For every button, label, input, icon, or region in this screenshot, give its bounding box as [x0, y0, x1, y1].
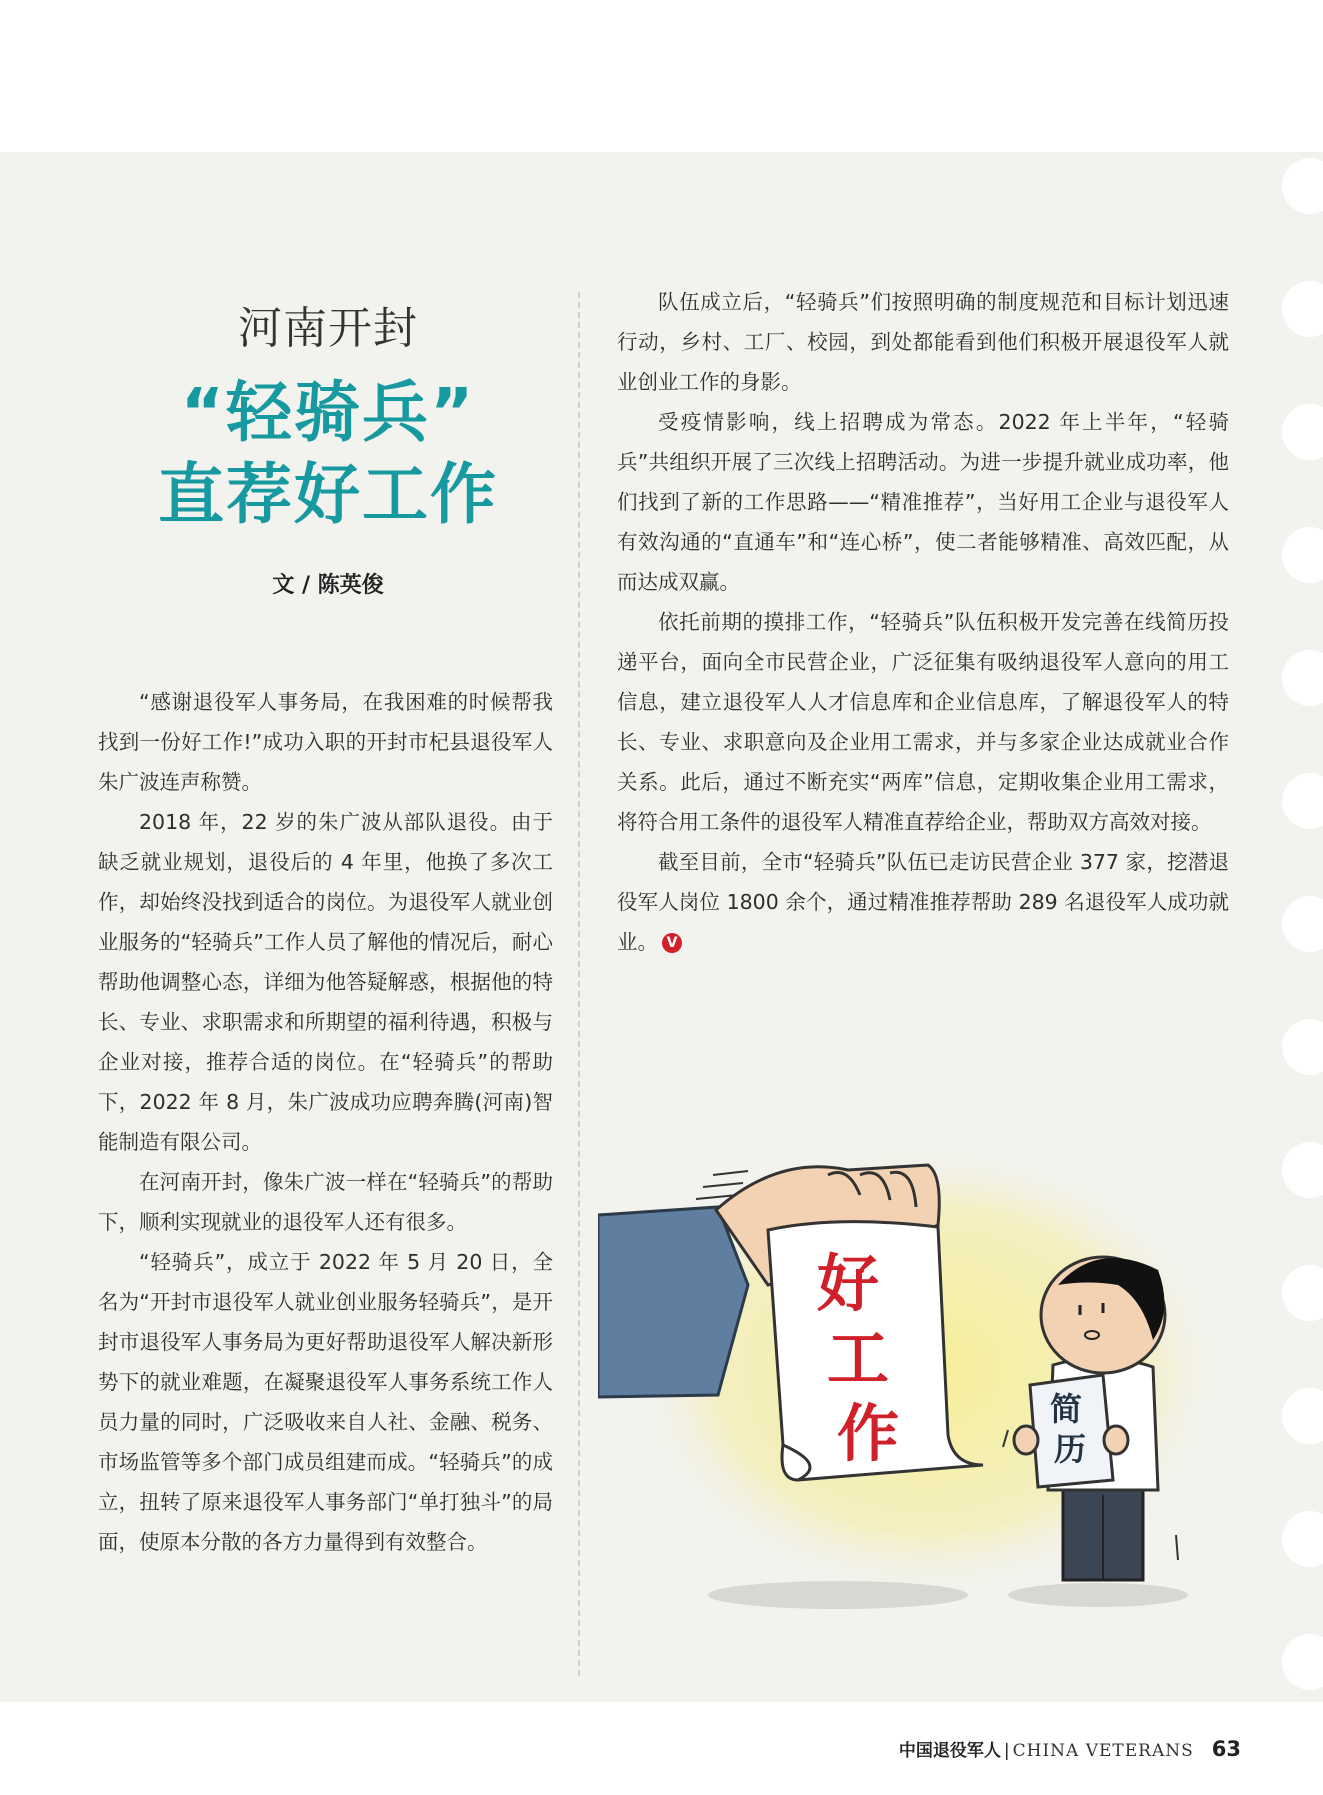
article-title	[98, 372, 558, 536]
shadow	[708, 1581, 968, 1609]
sleeve	[598, 1207, 748, 1397]
page-footer	[899, 1736, 1241, 1761]
resume-char: 简	[1049, 1390, 1083, 1428]
title-line-2: 直荐好工作	[158, 456, 498, 533]
paragraph: “感谢退役军人事务局，在我困难的时候帮我找到一份好工作!”成功入职的开封市杞县退役军人朱广波连声称赞。	[98, 690, 553, 794]
hand-right	[1104, 1426, 1128, 1454]
sheet-char: 工	[826, 1322, 890, 1395]
speed-line	[713, 1171, 748, 1175]
paragraph: 依托前期的摸排工作，“轻骑兵”队伍积极开发完善在线简历投递平台，面向全市民营企业，广泛征集有吸纳退役军人意向的用工信息，建立退役军人人才信息库和企业信息库，了解退役军人的特长、专业、求职意向及企业用工需求，并与多家企业达成就业合作关系。此后，通过不断充实“两库”信息，定期收集企业用工需求，将符合用工条件的退役军人精准直荐给企业，帮助双方高效对接。	[617, 610, 1229, 834]
title-line-1: “轻骑兵”	[180, 374, 476, 451]
end-mark-icon: V	[662, 933, 682, 953]
paragraph-text: 截至目前，全市“轻骑兵”队伍已走访民营企业 377 家，挖潜退役军人岗位 1800 余个，通过精准推荐帮助 289 名退役军人成功就业。	[617, 850, 1229, 954]
magazine-name: 中国退役军人	[898, 1741, 1001, 1761]
paragraph: 2018 年，22 岁的朱广波从部队退役。由于缺乏就业规划，退役后的 4 年里，他换了多次工作，却始终没找到适合的岗位。为退役军人就业创业服务的“轻骑兵”工作人员了解他的情况后，耐心帮助他调整心态，详细为他答疑解惑，根据他的特长、专业、求职需求和所期望的福利待遇，积极与企业对接，推荐合适的岗位。在“轻骑兵”的帮助下，2022 年 8 月，朱广波成功应聘奔腾(河南)智能制造有限公司。	[98, 810, 553, 1154]
magazine-english-name: CHINA VETERANS	[1012, 1741, 1194, 1761]
speed-line	[703, 1183, 743, 1187]
byline: 文 / 陈英俊	[272, 573, 384, 598]
article-kicker: 河南开封	[238, 303, 418, 354]
paragraph: 在河南开封，像朱广波一样在“轻骑兵”的帮助下，顺利实现就业的退役军人还有很多。	[98, 1170, 553, 1234]
left-column	[98, 682, 553, 1562]
sheet-char: 作	[836, 1397, 900, 1470]
illustration	[598, 1135, 1258, 1625]
footer-separator: |	[1003, 1741, 1010, 1761]
sheet-char: 好	[816, 1247, 880, 1320]
shadow	[1008, 1583, 1188, 1607]
paragraph: “轻骑兵”，成立于 2022 年 5 月 20 日，全名为“开封市退役军人就业创业服务轻骑兵”，是开封市退役军人事务局为更好帮助退役军人解决新形势下的就业难题，在凝聚退役军人事务系统工作人员力量的同时，广泛吸收来自人社、金融、税务、市场监管等多个部门成员组建而成。“轻骑兵”的成立，扭转了原来退役军人事务部门“单打独斗”的局面，使原本分散的各方力量得到有效整合。	[98, 1250, 553, 1554]
paragraph: 队伍成立后，“轻骑兵”们按照明确的制度规范和目标计划迅速行动，乡村、工厂、校园，到处都能看到他们积极开展退役军人就业创业工作的身影。	[617, 290, 1229, 394]
page-number: 63	[1211, 1737, 1241, 1761]
hand-left	[1014, 1426, 1038, 1454]
motion-line	[1176, 1535, 1178, 1560]
column-divider	[578, 292, 580, 1676]
paragraph: 受疫情影响，线上招聘成为常态。2022 年上半年，“轻骑兵”共组织开展了三次线上招聘活动。为进一步提升就业成功率，他们找到了新的工作思路——“精准推荐”，当好用工企业与退役军人有效沟通的“直通车”和“连心桥”，使二者能够精准、高效匹配，从而达成双赢。	[617, 410, 1229, 594]
resume-char: 历	[1053, 1430, 1087, 1468]
paragraph	[617, 842, 1229, 962]
right-column	[617, 282, 1229, 962]
